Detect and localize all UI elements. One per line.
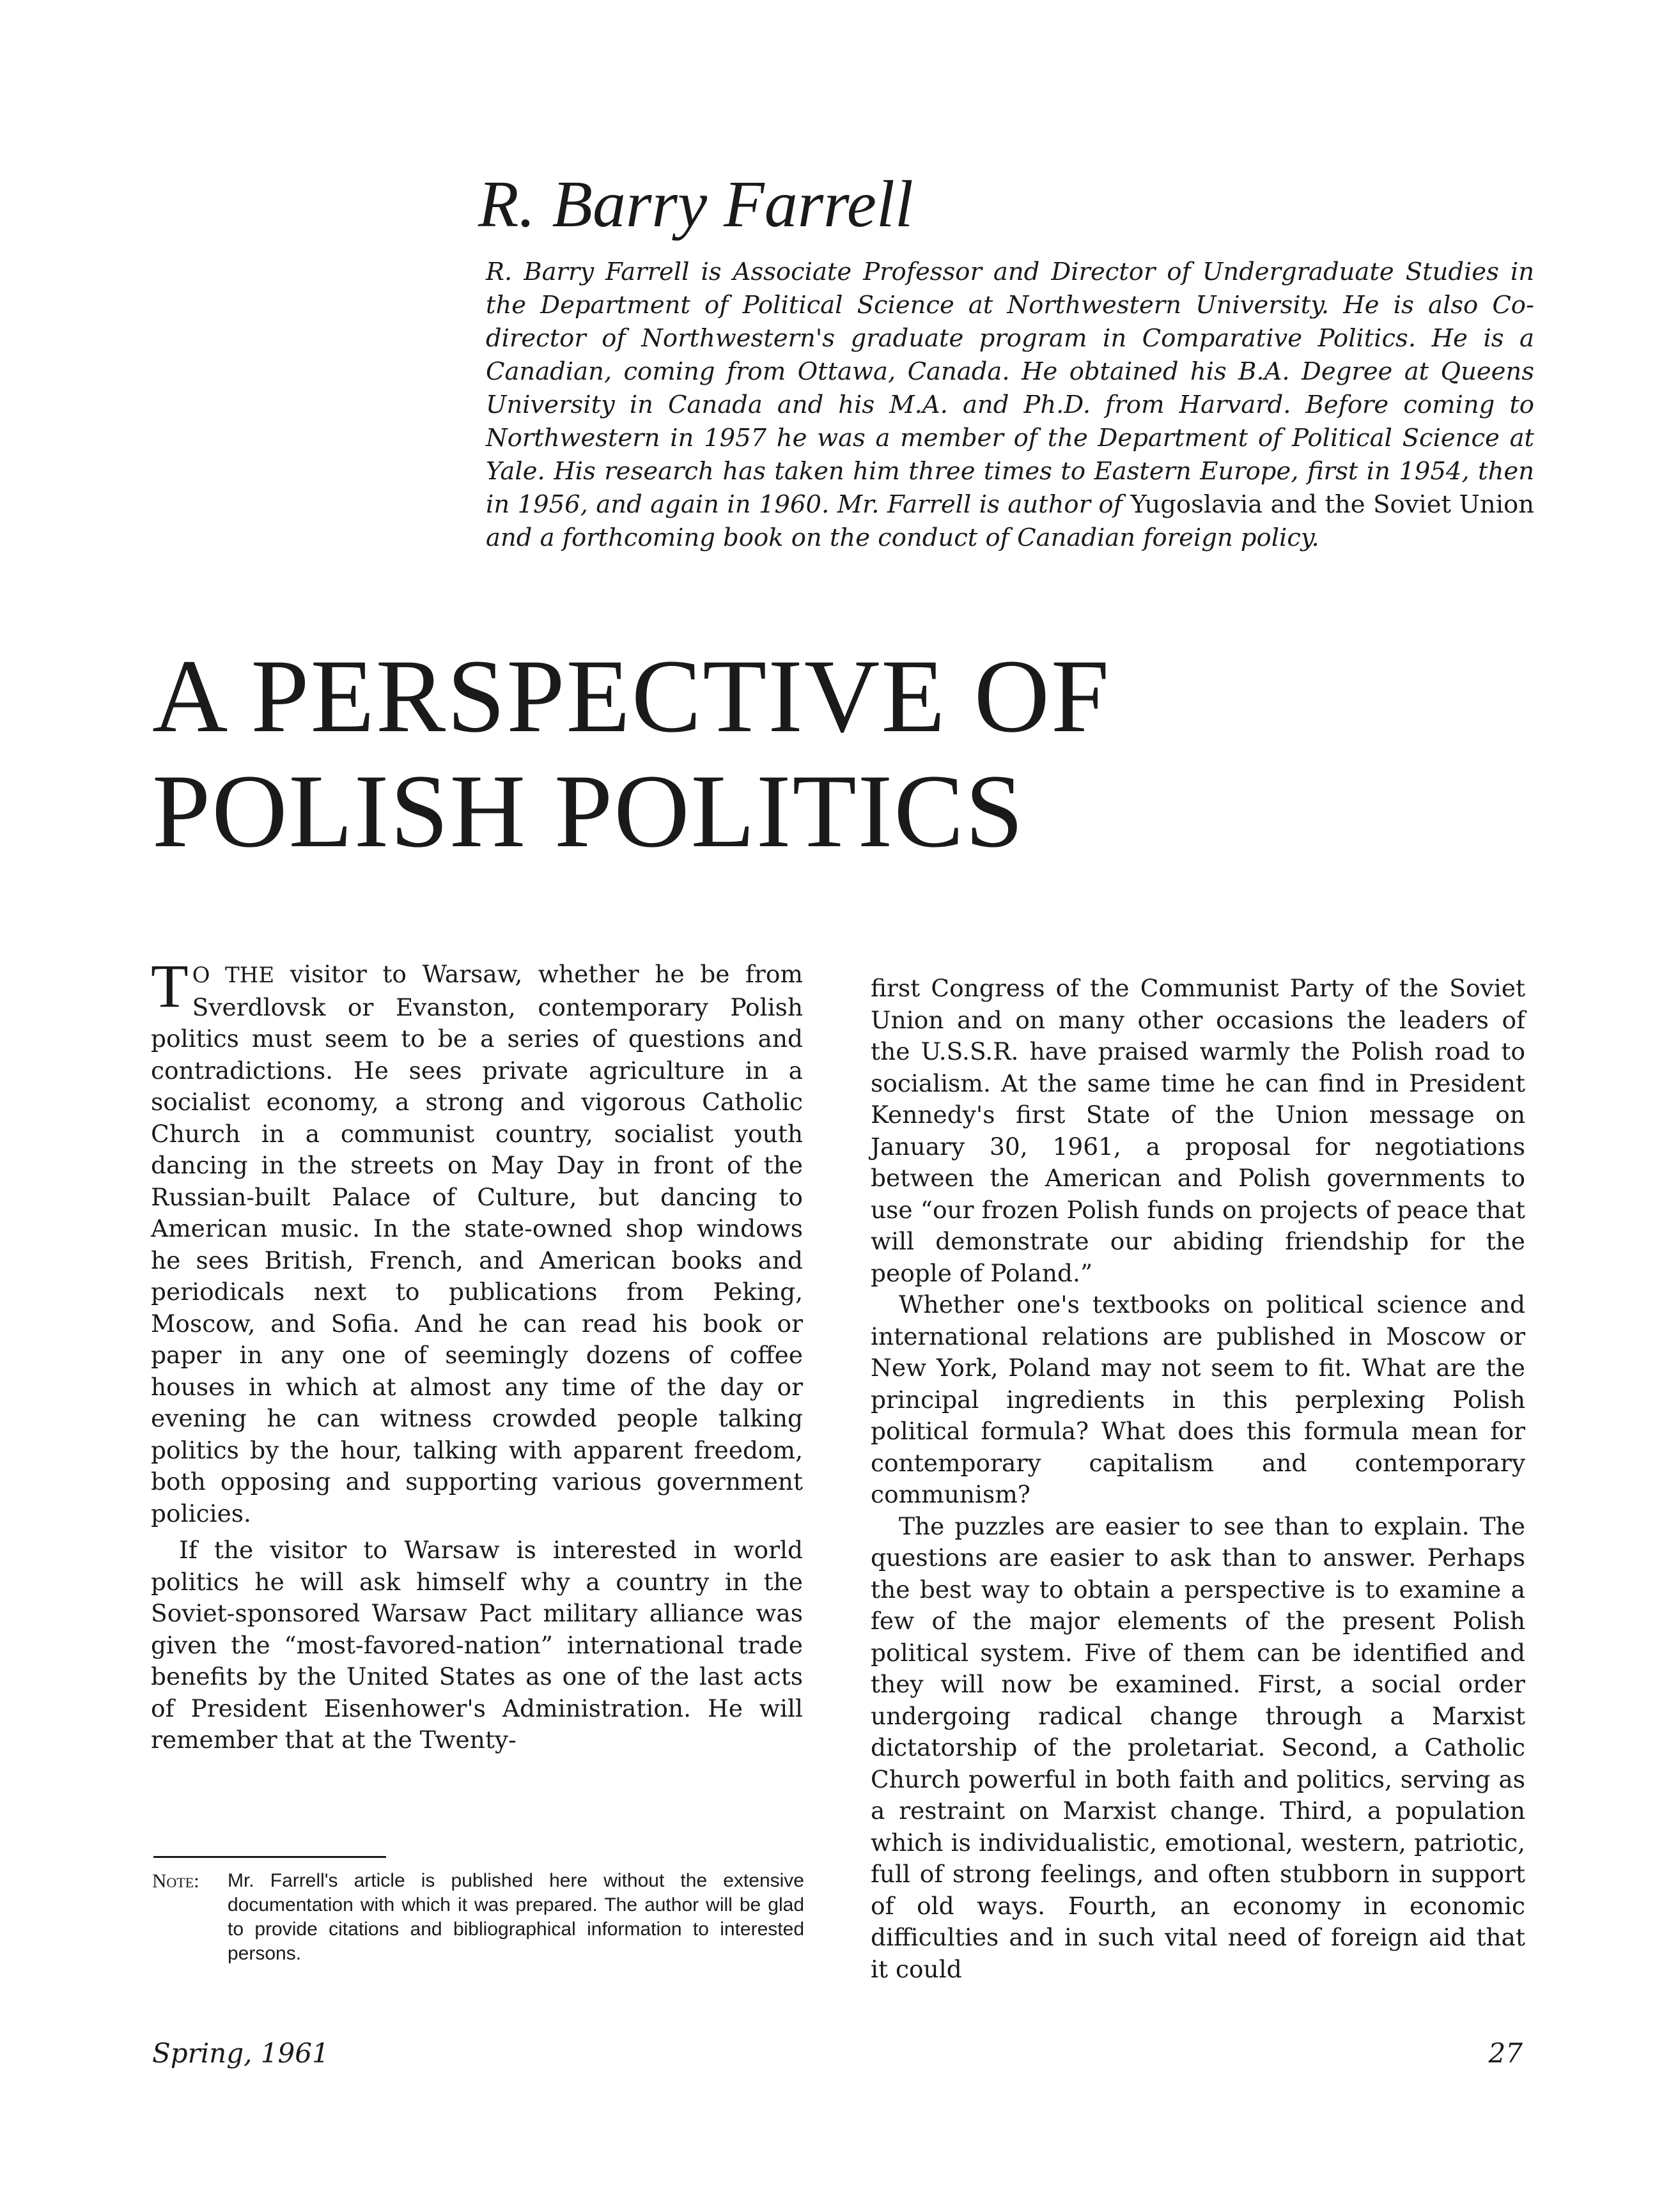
bio-text-1: R. Barry Farrell is Associate Professor and Director of Undergraduate Studies in the Department of Political Science at Northwestern University. He is also Co-director of Northwestern's graduate program in Comparative Politics. He is a Canadian, coming from Ottawa, Canada. He obtained his B.A. Degree at Queens University in Canada and his M.A. and Ph.D. from Harvard. Before coming to Northwestern in 1957 he was a member of the Department of Political Science at Yale. His research has taken him three times to Eastern Europe, first in 1954, then in 1956, and again in 1960. Mr. Farrell is author of: [486, 258, 1534, 519]
footnote-label: Note:: [152, 1869, 199, 1892]
left-column: [151, 952, 803, 1756]
bio-text-2: and a forthcoming book on the conduct of Canadian foreign policy.: [486, 523, 1319, 552]
right-column: [871, 973, 1525, 1985]
author-name: R. Barry Farrell: [478, 167, 913, 241]
title-line-2: POLISH POLITICS: [152, 754, 1025, 869]
paragraph-3: first Congress of the Communist Party of the Soviet Union and on many other occasions the leaders of the U.S.S.R. have praised warmly the Polish road to socialism. At the same time he can find in President Kennedy's first State of the Union message on January 30, 1961, a proposal for negotiations between the American and Polish governments to use “our frozen Polish funds on projects of peace that will demonstrate our abiding friendship for the people of Poland.”: [871, 974, 1525, 1287]
drop-cap: T: [151, 952, 189, 1020]
paragraph-2: If the visitor to Warsaw is interested in world politics he will ask himself why a country in the Soviet-sponsored Warsaw Pact military alliance was given the “most-favored-nation” international trade benefits by the United States as one of the last acts of President Eisenhower's Administration. He will remember that at the Twenty-: [151, 1536, 803, 1754]
lead-caps: O THE: [192, 963, 275, 988]
footnote: [152, 1869, 804, 1966]
paragraph-4: Whether one's textbooks on political science and international relations are published in Moscow or New York, Poland may not seem to fit. What are the principal ingredients in this perplexing Polish political formula? What does this formula mean for contemporary capitalism and contemporary communism?: [871, 1290, 1525, 1508]
article-title: [152, 639, 1110, 869]
page-number: 27: [1488, 2038, 1523, 2069]
issue-date: Spring, 1961: [152, 2038, 329, 2069]
paragraph-1: [151, 952, 803, 1529]
title-line-1: A PERSPECTIVE OF: [152, 638, 1111, 754]
author-bio: [486, 256, 1534, 555]
footnote-divider: [153, 1856, 386, 1858]
paragraph-1-text: visitor to Warsaw, whether he be from Sverdlovsk or Evanston, contemporary Polish politics must seem to be a series of questions and contradictions. He sees private agriculture in a socialist economy, a strong and vigorous Catholic Church in a communist country, socialist youth dancing in the streets on May Day in front of the Russian-built Palace of Culture, but dancing to American music. In the state-owned shop windows he sees British, French, and American books and periodicals next to publications from Peking, Moscow, and Sofia. And he can read his book or paper in any one of seemingly dozens of coffee houses in which at almost any time of the day or evening he can witness crowded people talking politics by the hour, talking with apparent freedom, both opposing and supporting various government policies.: [151, 960, 803, 1528]
paragraph-5: The puzzles are easier to see than to explain. The questions are easier to ask than to answer. Perhaps the best way to obtain a perspective is to examine a few of the major elements of the present Polish political system. Five of them can be identified and they will now be examined. First, a social order undergoing radical change through a Marxist dictatorship of the proletariat. Second, a Catholic Church powerful in both faith and politics, serving as a restraint on Marxist change. Third, a population which is individualistic, emotional, western, patriotic, full of strong feelings, and often stubborn in support of old ways. Fourth, an economy in economic difficulties and in such vital need of foreign aid that it could: [871, 1512, 1525, 1983]
footnote-text: Mr. Farrell's article is published here without the extensive documentation with which it was prepared. The author will be glad to provide citations and bibliographical information to interested persons.: [228, 1870, 804, 1964]
bio-book-title: Yugoslavia and the Soviet Union: [1130, 490, 1534, 519]
